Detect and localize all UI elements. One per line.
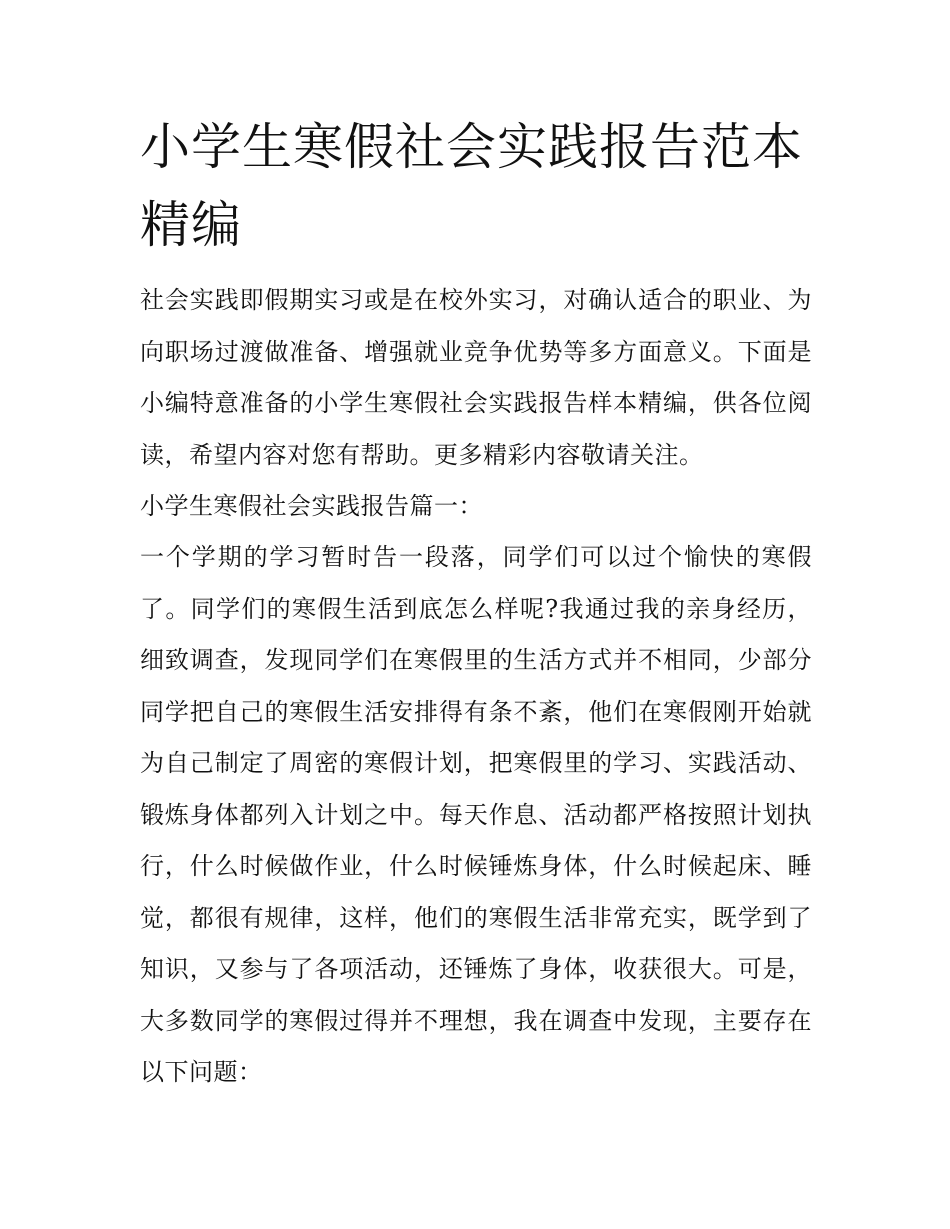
document-title: 小学生寒假社会实践报告范本精编 [140,118,803,254]
section-body-paragraph: 一个学期的学习暂时告一段落，同学们可以过个愉快的寒假了。同学们的寒假生活到底怎么样呢?我通过我的亲身经历，细致调查，发现同学们在寒假里的生活方式并不相同，少部分同学把自己的寒假生活安排得有条不紊，他们在寒假刚开始就为自己制定了周密的寒假计划，把寒假里的学习、实践活动、锻炼身体都列入计划之中。每天作息、活动都严格按照计划执行，什么时候做作业，什么时候锤炼身体，什么时候起床、睡觉，都很有规律，这样，他们的寒假生活非常充实，既学到了知识，又参与了各项活动，还锤炼了身体，收获很大。可是，大多数同学的寒假过得并不理想，我在调查中发现，主要存在以下问题： [140,543,812,1086]
section-heading: 小学生寒假社会实践报告篇一： [140,492,483,520]
intro-paragraph: 社会实践即假期实习或是在校外实习，对确认适合的职业、为向职场过渡做准备、增强就业竞争优势等多方面意义。下面是小编特意准备的小学生寒假社会实践报告样本精编，供各位阅读，希望内容对您有帮助。更多精彩内容敬请关注。 [140,286,812,469]
